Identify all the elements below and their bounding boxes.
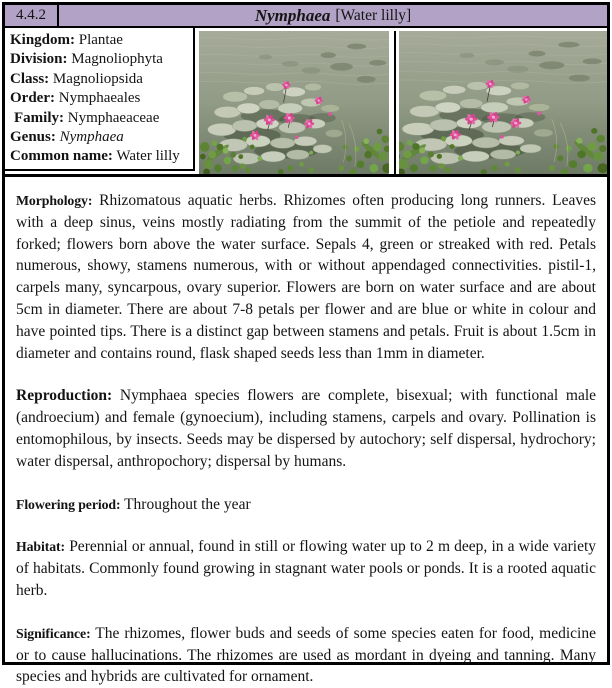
page-header: [5, 5, 607, 28]
flowering-period-label: Flowering period:: [16, 496, 121, 512]
species-page: [2, 2, 610, 686]
reproduction-paragraph: [16, 385, 596, 472]
taxonomy-box: [5, 28, 195, 171]
habitat-text: Perennial or annual, found in still or flowing water up to 2 m deep, in a wide variety of habitats. Commonly found growing in stagnant water pools or ponds. It is a rooted aquatic herb.: [16, 538, 596, 599]
reproduction-label: Reproduction:: [16, 387, 113, 405]
flowering-period-paragraph: [16, 494, 596, 516]
significance-label: Significance:: [16, 625, 91, 641]
habitat-label: Habitat:: [16, 539, 66, 555]
habitat-paragraph: [16, 536, 596, 601]
morphology-label: Morphology:: [16, 193, 93, 208]
description-text: [5, 177, 607, 688]
significance-paragraph: [16, 623, 596, 688]
water-lily-photo-1: [199, 31, 389, 174]
morphology-paragraph: [16, 190, 596, 364]
title-common-name: [Water lilly]: [335, 6, 412, 24]
taxonomy-row-genus: Genus: Nymphaea: [10, 129, 124, 146]
taxonomy-row-division: Division: Magnoliophyta: [10, 51, 163, 68]
flowering-period-text: Throughout the year: [124, 495, 251, 513]
page-title: [59, 5, 607, 26]
water-lily-photo-2: [399, 31, 607, 174]
photo-panel: [195, 28, 607, 174]
taxonomy-row-kingdom: Kingdom: Plantae: [10, 32, 123, 48]
section-number: 4.4.2: [5, 5, 59, 26]
significance-text: The rhizomes, flower buds and seeds of some species eaten for food, medicine or to cause hallucinations. The rhizomes are used as mordant in dyeing and tanning. Many species and hybrids are cultivated for ornament.: [16, 624, 596, 686]
title-genus: Nymphaea: [254, 5, 331, 25]
taxonomy-and-photos-row: [5, 28, 607, 177]
taxonomy-row-order: Order: Nymphaeales: [10, 90, 141, 107]
taxonomy-row-common-name: Common name: Water lilly: [10, 148, 180, 165]
photo-divider: [394, 31, 396, 174]
taxonomy-row-class: Class: Magnoliopsida: [10, 70, 143, 87]
morphology-text: Rhizomatous aquatic herbs. Rhizomes often producing long runners. Leaves with a deep sinus, veins mostly radiating from the summit of the petiole and repeatedly forked; flowers born above the water surface. Sepals 4, green or streaked with red. Petals numerous, showy, stamens numerous, with or without appendaged connectivities. pistil-1, carpels many, syncarpous, ovary superior. Flowers are born on water surface and are about 5cm in diameter. There are about 7-8 petals per flower and are blue or white in colour and have pointed tips. There is a distinct gap between stamens and petals. Fruit is about 1.5cm in diameter and contains round, flask shaped seeds less than 1mm in diameter.: [16, 192, 597, 362]
taxonomy-row-family: Family: Nymphaeaceae: [14, 109, 160, 126]
reproduction-text: Nymphaea species flowers are complete, bisexual; with functional male (androecium) and female (gynoecium), including stamens, carpels and ovary. Pollination is entomophilous, by insects. Seeds may be dispersed by autochory; self dispersal, hydrochory; water dispersal, anthropochory; dispersal by humans.: [16, 387, 597, 470]
